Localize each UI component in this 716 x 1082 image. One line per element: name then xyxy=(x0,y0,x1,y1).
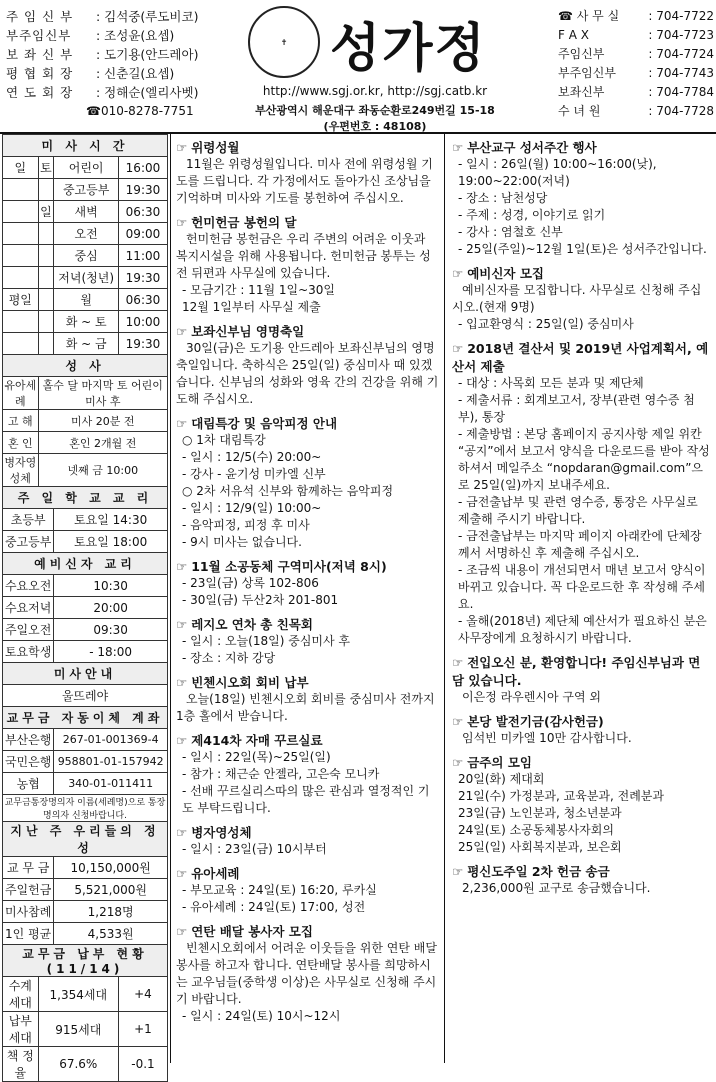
contact-row xyxy=(558,6,714,25)
mass-group xyxy=(3,311,39,333)
notice-bullet: 12월 1일부터 사무실 제출 xyxy=(182,300,321,314)
school-time: 토요일 18:00 xyxy=(54,531,168,553)
contact-label: 주임신부 xyxy=(558,47,605,61)
staff-row xyxy=(6,6,246,25)
mass-group xyxy=(3,245,39,267)
notice-bullet: - 강사 - 윤기성 미카엘 신부 xyxy=(182,467,326,481)
offering-label: 미사참례 xyxy=(3,901,54,923)
offering-value: 4,533원 xyxy=(54,923,168,945)
staff-list xyxy=(6,6,246,120)
mass-name: 어린이 xyxy=(54,157,119,179)
bank-name: 국민은행 xyxy=(3,751,54,773)
notice-bullet: - 장소 : 남천성당 xyxy=(458,191,548,205)
notice-bullet: - 일시 : 오늘(18일) 중심미사 후 xyxy=(182,634,350,648)
notice-bullet: - 주제 : 성경, 이야기로 읽기 xyxy=(458,208,606,222)
mass-day xyxy=(38,245,54,267)
contact-label: 수 녀 원 xyxy=(558,104,601,118)
notice-bullet: - 강사 : 염철호 신부 xyxy=(458,225,563,239)
staff-role: 평 협 회 장 xyxy=(6,65,74,81)
notice-heading: ☞ 병자영성체 xyxy=(176,823,440,841)
mass-time: 16:00 xyxy=(118,157,167,179)
notice-text: 예비신자를 모집합니다. 사무실로 신청해 주십시오.(현재 9명) xyxy=(452,283,702,314)
church-logo: ✝ xyxy=(248,6,320,78)
mass-group xyxy=(3,267,39,289)
dues-value: 67.6% xyxy=(38,1047,118,1082)
mass-guide: 울뜨레야 xyxy=(3,685,168,707)
mass-name: 화 ~ 토 xyxy=(54,311,119,333)
staff-name: : 도기용(안드레아) xyxy=(96,46,199,62)
notice-heading: ☞ 예비신자 모집 xyxy=(452,264,710,282)
notice-bullet: - 일시 : 26일(월) 10:00~16:00(낮), xyxy=(458,157,657,171)
staff-name: : 조성윤(요셉) xyxy=(96,27,175,43)
contact-row xyxy=(558,82,714,101)
offering-value: 5,521,000원 xyxy=(54,879,168,901)
website-links[interactable]: http://www.sgj.or.kr, http://sgj.catb.kr xyxy=(262,84,488,98)
notice-bullet: - 대상 : 사목회 모든 분과 및 제단체 xyxy=(458,376,644,390)
notice-item xyxy=(176,615,440,667)
sacrament-name: 혼 인 xyxy=(3,432,39,454)
notice-bullet: 24일(토) 소공동체봉사자회의 xyxy=(458,823,614,837)
mass-group: 일 xyxy=(3,157,39,179)
staff-role: 연 도 회 장 xyxy=(6,84,74,100)
notice-heading: ☞ 본당 발전기금(감사헌금) xyxy=(452,712,710,730)
notice-item xyxy=(176,414,440,551)
notice-bullet: - 일시 : 22일(목)~25일(일) xyxy=(182,750,331,764)
notice-bullet: - 30일(금) 두산2차 201-801 xyxy=(182,593,339,607)
staff-row xyxy=(6,63,246,82)
catechism-time: 20:00 xyxy=(54,597,168,619)
staff-name: : 정해순(엘리사벳) xyxy=(96,84,199,100)
notice-heading: ☞ 연탄 배달 봉사자 모집 xyxy=(176,922,440,940)
contact-number: : 704-7722 xyxy=(648,8,714,23)
section-title: 미 사 시 간 xyxy=(3,135,168,157)
notice-bullet: ○ 1차 대림특강 xyxy=(182,433,266,447)
president-phone: ☎010-8278-7751 xyxy=(86,103,194,118)
sacrament-time: 넷째 금 10:00 xyxy=(38,454,167,487)
offering-label: 주일헌금 xyxy=(3,879,54,901)
offering-value: 1,218명 xyxy=(54,901,168,923)
notice-bullet: 25일(일) 사회복지분과, 보은회 xyxy=(458,840,622,854)
mass-time: 09:00 xyxy=(118,223,167,245)
section-title: 미사안내 xyxy=(3,663,168,685)
news-column-1 xyxy=(172,134,445,1063)
notice-item xyxy=(176,322,440,408)
mass-name: 새벽 xyxy=(54,201,119,223)
contact-number: : 704-7724 xyxy=(648,46,714,61)
notice-text: 헌미헌금 봉헌금은 우리 주변의 어려운 이웃과 복지시설을 위해 사용됩니다. 헌미헌금 봉투는 성전 뒤편과 사무실에 있습니다. xyxy=(176,232,431,280)
notice-item xyxy=(452,753,710,856)
section-title: 교무금 납부 현황(11/14) xyxy=(3,945,168,977)
catechism-time: 09:30 xyxy=(54,619,168,641)
mass-name: 화 ~ 금 xyxy=(54,333,119,355)
staff-role: 주 임 신 부 xyxy=(6,8,74,24)
notice-item xyxy=(176,213,440,316)
mass-name: 중심 xyxy=(54,245,119,267)
notice-item xyxy=(452,653,710,706)
notice-bullet: - 일시 : 23일(금) 10시부터 xyxy=(182,842,327,856)
notice-bullet: - 부모교육 : 24일(토) 16:20, 루카실 xyxy=(182,883,377,897)
contact-row xyxy=(558,63,714,82)
dues-change: +1 xyxy=(118,1012,167,1047)
dues-label: 수계세대 xyxy=(3,977,39,1012)
dues-value: 1,354세대 xyxy=(38,977,118,1012)
sacrament-name: 병자영성체 xyxy=(3,454,39,487)
dues-label: 납부세대 xyxy=(3,1012,39,1047)
notice-text: 11월은 위령성월입니다. 미사 전에 위령성월 기도를 드립니다. 각 가정에서도 돌아가신 조상님을 기억하며 미사와 기도를 봉헌하여 주십시오. xyxy=(176,157,433,205)
contact-label: ☎ 사 무 실 xyxy=(558,9,620,23)
mass-name: 월 xyxy=(54,289,119,311)
notice-bullet: 21일(수) 가정분과, 교육분과, 전례분과 xyxy=(458,789,664,803)
address: 부산광역시 해운대구 좌동순환로249번길 15-18 xyxy=(255,104,495,117)
notice-item xyxy=(176,823,440,858)
bank-account: 267-01-001369-4 xyxy=(54,729,168,751)
section-title: 교무금 자동이체 계좌 xyxy=(3,707,168,729)
notice-bullet: - 올해(2018년) 제단체 예산서가 필요하신 분은 사무장에게 요청하시기 바랍니다. xyxy=(458,614,707,645)
contact-row xyxy=(558,101,714,120)
offering-label: 1인 평균 xyxy=(3,923,54,945)
staff-row xyxy=(6,44,246,63)
contact-label: 보좌신부 xyxy=(558,85,605,99)
section-title: 예비신자 교리 xyxy=(3,553,168,575)
notice-heading: ☞ 유아세례 xyxy=(176,864,440,882)
mass-day: 토 xyxy=(38,157,54,179)
notice-bullet: - 입교환영식 : 25일(일) 중심미사 xyxy=(458,317,634,331)
mass-day xyxy=(38,267,54,289)
notice-heading: ☞ 대림특강 및 음악피정 안내 xyxy=(176,414,440,432)
notice-item xyxy=(176,138,440,207)
catechism-day: 수요오전 xyxy=(3,575,54,597)
contact-label: 부주임신부 xyxy=(558,66,616,80)
staff-row xyxy=(6,25,246,44)
contact-list xyxy=(558,6,714,120)
sacrament-time: 미사 20분 전 xyxy=(38,410,167,432)
notice-heading: ☞ 제414차 자매 꾸르실료 xyxy=(176,731,440,749)
sacrament-name: 유아세례 xyxy=(3,377,39,410)
bank-name: 부산은행 xyxy=(3,729,54,751)
notice-item xyxy=(176,922,440,1025)
notice-bullet: - 금전출납부는 마지막 페이지 아래칸에 단체장께서 서명하신 후 제출해 주십시오. xyxy=(458,529,702,560)
dues-change: -0.1 xyxy=(118,1047,167,1082)
mass-name: 중고등부 xyxy=(54,179,119,201)
notice-heading: ☞ 빈첸시오회 회비 납부 xyxy=(176,673,440,691)
section-title: 지난 주 우리들의 정성 xyxy=(3,822,168,857)
school-time: 토요일 14:30 xyxy=(54,509,168,531)
notice-bullet: - 일시 : 24일(토) 10시~12시 xyxy=(182,1009,341,1023)
sidebar xyxy=(2,134,171,1080)
notice-bullet: - 음악피정, 피정 후 미사 xyxy=(182,518,310,532)
catechism-time: 10:30 xyxy=(54,575,168,597)
contact-row xyxy=(558,25,714,44)
notice-text: 빈첸시오회에서 어려운 이웃들을 위한 연탄 배달 봉사를 하고자 합니다. 연탄배달 봉사를 희망하시는 교우님들(중학생 이상)은 사무실로 신청해 주시기 바랍니다. xyxy=(176,941,437,1006)
staff-row xyxy=(6,82,246,101)
mass-group: 평일 xyxy=(3,289,39,311)
contact-number: : 704-7743 xyxy=(648,65,714,80)
page-title: 성가정 xyxy=(330,18,487,79)
sacrament-time: 홀수 달 마지막 토 어린이 미사 후 xyxy=(38,377,167,410)
notice-item xyxy=(176,864,440,916)
mass-group xyxy=(3,333,39,355)
mass-time: 06:30 xyxy=(118,201,167,223)
notice-bullet: - 조금씩 내용이 개선되면서 매년 보고서 양식이 바뀌고 있습니다. 꼭 다운로드한 후 작성해 주세요. xyxy=(458,563,706,611)
notice-heading: ☞ 헌미헌금 봉헌의 달 xyxy=(176,213,440,231)
notice-text: 2,236,000원 교구로 송금했습니다. xyxy=(462,881,651,895)
mass-time: 19:30 xyxy=(118,333,167,355)
dues-value: 915세대 xyxy=(38,1012,118,1047)
section-title: 주 일 학 교 교 리 xyxy=(3,487,168,509)
notice-item xyxy=(452,862,710,897)
dues-change: +4 xyxy=(118,977,167,1012)
mass-time: 19:30 xyxy=(118,179,167,201)
mass-group xyxy=(3,223,39,245)
masthead xyxy=(240,2,495,134)
notice-item xyxy=(452,138,710,258)
notice-heading: ☞ 금주의 모임 xyxy=(452,753,710,771)
notice-bullet: - 장소 : 지하 강당 xyxy=(182,651,276,665)
bank-name: 농협 xyxy=(3,773,54,795)
notice-item xyxy=(452,264,710,333)
notice-bullet: - 모금기간 : 11월 1일~30일 xyxy=(182,283,336,297)
notice-bullet: - 선배 꾸르실리스따의 많은 관심과 열정적인 기도 부탁드립니다. xyxy=(182,784,430,815)
notice-heading: ☞ 부산교구 성서주간 행사 xyxy=(452,138,710,156)
contact-number: : 704-7723 xyxy=(648,27,714,42)
mass-name: 저녁(청년) xyxy=(54,267,119,289)
notice-bullet: - 25일(주일)~12월 1일(토)은 성서주간입니다. xyxy=(458,242,707,256)
notice-bullet: 23일(금) 노인분과, 청소년분과 xyxy=(458,806,622,820)
notice-bullet: - 제출서류 : 회계보고서, 장부(관련 영수증 첨부), 통장 xyxy=(458,393,695,424)
dues-label: 책 정 율 xyxy=(3,1047,39,1082)
bank-account: 340-01-011411 xyxy=(54,773,168,795)
notice-bullet: - 금전출납부 및 관련 영수증, 통장은 사무실로 제출해 주시기 바랍니다. xyxy=(458,495,698,526)
school-grade: 중고등부 xyxy=(3,531,54,553)
notice-text: 임석빈 미카엘 10만 감사합니다. xyxy=(462,731,632,745)
contact-row xyxy=(558,44,714,63)
notice-bullet: - 참가 : 채근순 안젤라, 고은숙 모니카 xyxy=(182,767,380,781)
postcode: (우편번호 : 48108) xyxy=(323,120,427,133)
notice-heading: ☞ 위령성월 xyxy=(176,138,440,156)
offering-value: 10,150,000원 xyxy=(54,857,168,879)
mass-day xyxy=(38,223,54,245)
notice-item xyxy=(452,339,710,647)
catechism-day: 수요저녁 xyxy=(3,597,54,619)
catechism-time: - 18:00 xyxy=(54,641,168,663)
notice-bullet: - 23일(금) 상록 102-806 xyxy=(182,576,319,590)
notice-bullet: - 제출방법 : 본당 홈페이지 공지사항 제일 위칸 “공지”에서 보고서 양식을 다운로드를 받아 작성하셔서 메일주소 “nopdaran@gmail.com”으로 25일(일)까지 보내주세요. xyxy=(458,427,710,492)
contact-number: : 704-7784 xyxy=(648,84,714,99)
notice-heading: ☞ 레지오 연차 총 친목회 xyxy=(176,615,440,633)
notice-heading: ☞ 전입오신 분, 환영합니다! 주임신부님과 면담 있습니다. xyxy=(452,653,710,689)
offering-label: 교 무 금 xyxy=(3,857,54,879)
contact-label: F A X xyxy=(558,27,589,42)
staff-name: : 김석중(루도비코) xyxy=(96,8,199,24)
catechism-day: 토요학생 xyxy=(3,641,54,663)
mass-time: 06:30 xyxy=(118,289,167,311)
notice-bullet: - 일시 : 12/5(수) 20:00~ xyxy=(182,450,322,464)
mass-time: 19:30 xyxy=(118,267,167,289)
staff-name: : 신춘길(요셉) xyxy=(96,65,175,81)
notice-bullet: ○ 2차 서유석 신부와 함께하는 음악피정 xyxy=(182,484,394,498)
mass-day xyxy=(38,179,54,201)
mass-day xyxy=(38,289,54,311)
staff-role: 보 좌 신 부 xyxy=(6,46,74,62)
notice-bullet: - 9시 미사는 없습니다. xyxy=(182,535,302,549)
mass-day: 일 xyxy=(38,201,54,223)
mass-day xyxy=(38,333,54,355)
notice-item xyxy=(176,731,440,817)
mass-group xyxy=(3,201,39,223)
contact-number: : 704-7728 xyxy=(648,103,714,118)
notice-bullet: 19:00~22:00(저녁) xyxy=(458,174,570,188)
bank-account: 958801-01-157942 xyxy=(54,751,168,773)
news-column-2 xyxy=(448,134,714,1063)
notice-heading: ☞ 11월 소공동체 구역미사(저녁 8시) xyxy=(176,557,440,575)
sacrament-time: 혼인 2개월 전 xyxy=(38,432,167,454)
mass-time: 10:00 xyxy=(118,311,167,333)
mass-group xyxy=(3,179,39,201)
sacrament-name: 고 해 xyxy=(3,410,39,432)
notice-bullet: - 유아세례 : 24일(토) 17:00, 성전 xyxy=(182,900,366,914)
notice-bullet: - 일시 : 12/9(일) 10:00~ xyxy=(182,501,322,515)
notice-item xyxy=(452,712,710,747)
catechism-day: 주일오전 xyxy=(3,619,54,641)
notice-text: 30일(금)은 도기용 안드레아 보좌신부님의 영명축일입니다. 축하식은 25일(일) 중심미사 때 있겠습니다. 신부님의 성화와 영육 간의 건강을 위해 기도해 주십시오. xyxy=(176,341,439,406)
notice-item xyxy=(176,673,440,725)
mass-name: 오전 xyxy=(54,223,119,245)
notice-text: 이은정 라우렌시아 구역 외 xyxy=(462,690,601,704)
bank-note: 교무금통장명의자 이름(세례명)으로 통장명의자 신청바랍니다. xyxy=(3,795,168,822)
notice-item xyxy=(176,557,440,609)
notice-bullet: 20일(화) 제대회 xyxy=(458,772,545,786)
notice-heading: ☞ 2018년 결산서 및 2019년 사업계획서, 예산서 제출 xyxy=(452,339,710,375)
notice-text: 오늘(18일) 빈첸시오회 회비를 중심미사 전까지 1층 홀에서 받습니다. xyxy=(176,692,435,723)
notice-heading: ☞ 평신도주일 2차 헌금 송금 xyxy=(452,862,710,880)
section-title: 성 사 xyxy=(3,355,168,377)
notice-heading: ☞ 보좌신부님 영명축일 xyxy=(176,322,440,340)
mass-time: 11:00 xyxy=(118,245,167,267)
mass-day xyxy=(38,311,54,333)
staff-role: 부주임신부 xyxy=(6,27,72,43)
school-grade: 초등부 xyxy=(3,509,54,531)
